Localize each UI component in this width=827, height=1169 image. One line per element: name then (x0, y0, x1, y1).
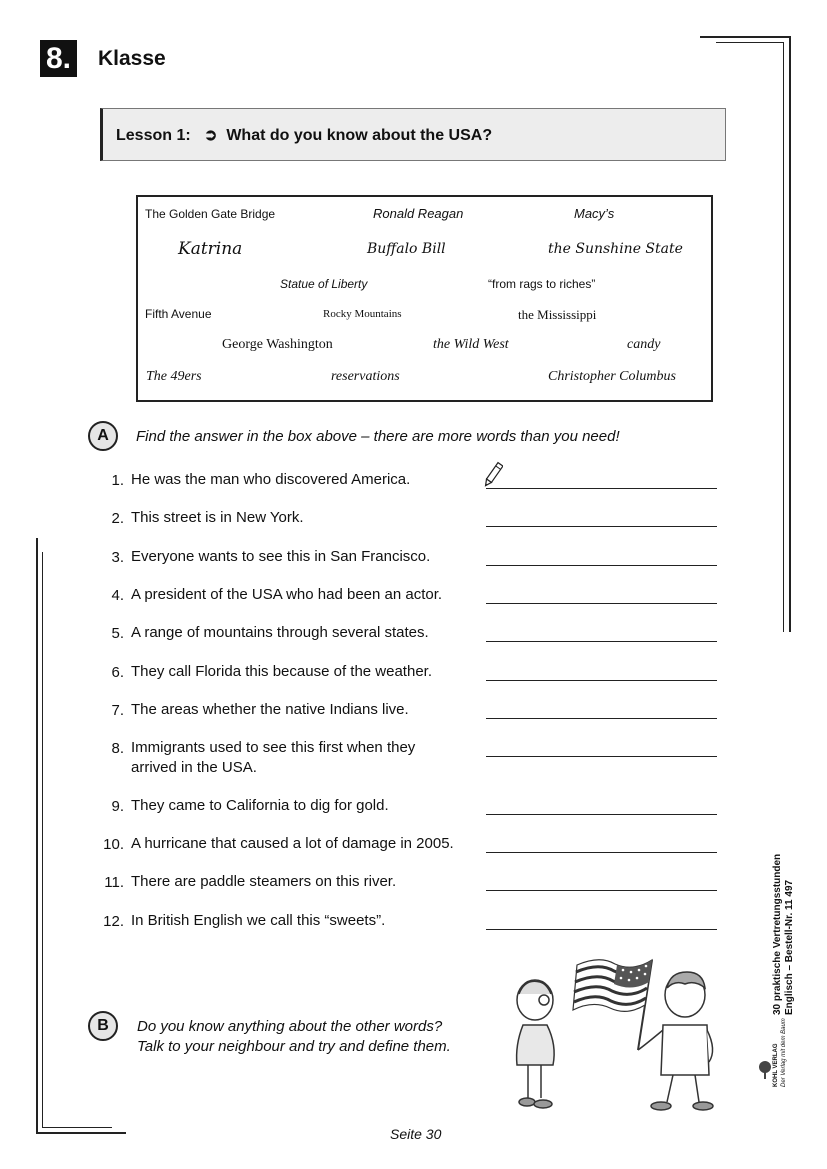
question-number: 10. (103, 836, 124, 853)
lesson-title: What do you know about the USA? (226, 127, 493, 144)
answer-line[interactable] (486, 603, 717, 604)
answer-line[interactable] (486, 756, 717, 757)
question-number: 7. (111, 702, 124, 719)
word-item: Statue of Liberty (280, 277, 368, 291)
answer-line[interactable] (486, 526, 717, 527)
frame-right-v (789, 36, 791, 632)
question-text: There are paddle steamers on this river. (131, 873, 397, 890)
word-item: The Golden Gate Bridge (145, 207, 276, 221)
question-text: He was the man who discovered America. (131, 471, 411, 488)
frame-right-v2 (783, 42, 784, 632)
question-number: 11. (104, 874, 124, 891)
question-text: Everyone wants to see this in San Francisco. (131, 548, 431, 565)
question-text: A president of the USA who had been an actor. (131, 586, 443, 603)
question-number: 5. (111, 625, 124, 642)
answer-line[interactable] (486, 718, 717, 719)
word-item: Christopher Columbus (548, 369, 676, 384)
kids-illustration (495, 950, 725, 1115)
answer-line[interactable] (486, 565, 717, 566)
question-number: 9. (111, 798, 124, 815)
word-item: Katrina (178, 239, 243, 259)
answer-line[interactable] (486, 641, 717, 642)
page-title: Klasse (98, 47, 166, 70)
side-publisher-info (758, 855, 802, 1090)
word-item: “from rags to riches” (488, 277, 596, 291)
question-text: A hurricane that caused a lot of damage in 2005. (131, 835, 454, 852)
answer-line[interactable] (486, 852, 717, 853)
question-number: 4. (111, 587, 124, 604)
question-text: They came to California to dig for gold. (131, 797, 389, 814)
question-text: This street is in New York. (131, 509, 304, 526)
frame-left-v (36, 538, 38, 1134)
question-number: 1. (111, 472, 124, 489)
answer-line[interactable] (486, 890, 717, 891)
publisher-slogan: Der Verlag mit dem Baum (781, 1018, 787, 1087)
side-line-1: 30 praktische Vertretungsstunden (772, 853, 783, 1015)
frame-bottom-left-h2 (42, 1127, 112, 1128)
section-b-line-1: Do you know anything about the other words? (137, 1018, 443, 1035)
question-number: 3. (111, 549, 124, 566)
answer-line[interactable] (486, 680, 717, 681)
question-text: Immigrants used to see this first when they arrived in the USA. (131, 739, 416, 776)
question-number: 2. (111, 510, 124, 527)
word-item: Rocky Mountains (323, 308, 402, 320)
answer-line[interactable] (486, 814, 717, 815)
tree-logo-icon (758, 1061, 772, 1084)
word-item: Macy’s (574, 206, 615, 221)
us-flag (573, 960, 652, 1050)
word-item: reservations (331, 369, 400, 384)
word-box (136, 195, 713, 402)
lesson-heading (116, 125, 492, 145)
question-text: A range of mountains through several states. (131, 624, 429, 641)
word-item: the Mississippi (518, 307, 597, 322)
answer-line[interactable] (486, 929, 717, 930)
question-text: The areas whether the native Indians live. (131, 701, 409, 718)
word-item: The 49ers (146, 369, 202, 384)
pencil-icon (483, 460, 503, 490)
arrow-icon: ➲ (204, 127, 218, 144)
side-line-2: Englisch – Bestell-Nr. 11 497 (784, 879, 795, 1015)
section-a-instruction: Find the answer in the box above – there are more words than you need! (136, 428, 620, 445)
question-number: 6. (111, 664, 124, 681)
word-item: George Washington (222, 337, 333, 352)
publisher-name: KOHL VERLAG (773, 1043, 779, 1087)
word-item: candy (627, 337, 661, 352)
question-number: 8. (111, 740, 124, 757)
section-b-line-2: Talk to your neighbour and try and define them. (137, 1038, 451, 1055)
lesson-label: Lesson 1: (116, 127, 191, 144)
word-item: Buffalo Bill (367, 241, 446, 257)
frame-top-right-h (700, 36, 791, 38)
word-item: the Sunshine State (548, 241, 683, 257)
word-item: Ronald Reagan (373, 206, 464, 221)
page-number: Seite 30 (390, 1126, 442, 1142)
answer-line[interactable] (486, 488, 717, 489)
word-item: Fifth Avenue (145, 307, 212, 321)
question-text: In British English we call this “sweets”. (131, 912, 386, 929)
question-number: 12. (103, 913, 124, 930)
frame-bottom-left-h (36, 1132, 126, 1134)
grade-badge: 8. (40, 40, 77, 77)
section-b-marker: B (88, 1011, 118, 1041)
frame-top-right-h2 (716, 42, 784, 43)
frame-left-v2 (42, 552, 43, 1128)
word-item: the Wild West (433, 337, 509, 352)
section-a-marker: A (88, 421, 118, 451)
question-text: They call Florida this because of the weather. (131, 663, 432, 680)
